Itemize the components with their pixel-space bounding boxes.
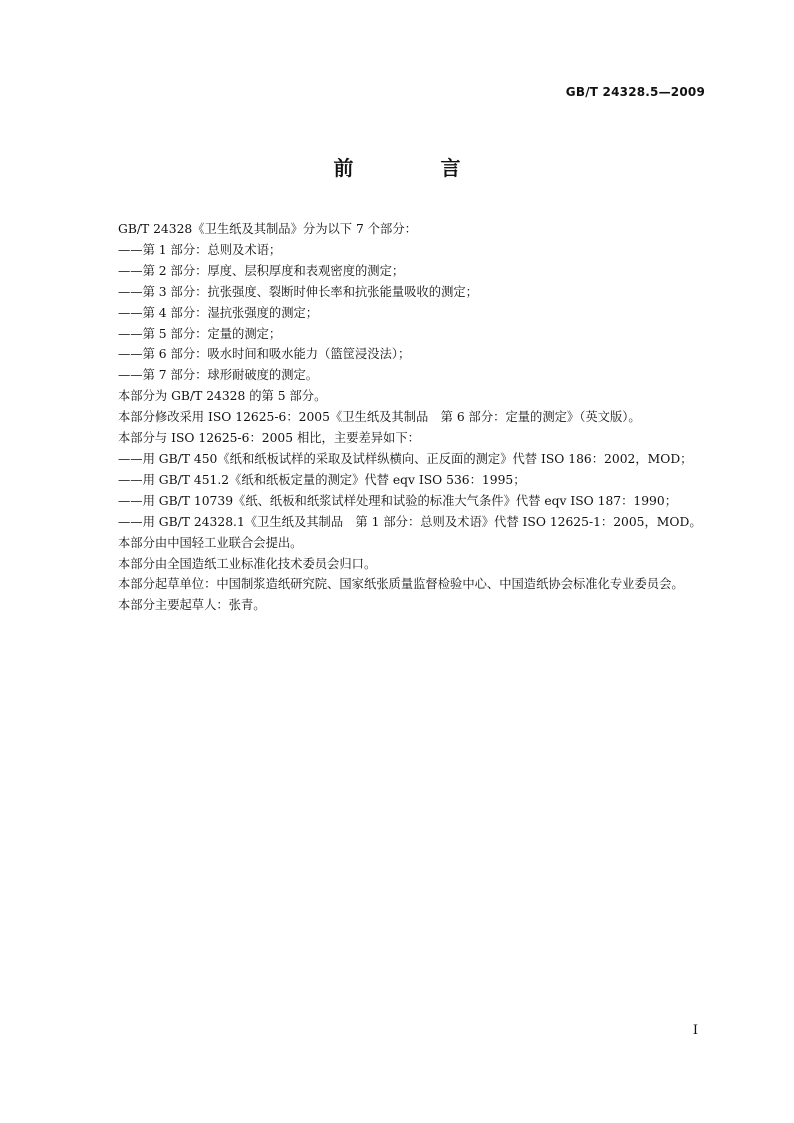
paragraph-modification: 本部分修改采用 ISO 12625-6：2005《卫生纸及其制品 第 6 部分：定量的测定》（英文版）。 <box>118 410 641 425</box>
list-item-part-7: ——第 7 部分：球形耐破度的测定。 <box>118 368 319 383</box>
list-item-part-1: ——第 1 部分：总则及术语； <box>118 242 282 257</box>
paragraph-administered-by: 本部分由全国造纸工业标准化技术委员会归口。 <box>118 556 377 571</box>
page-title: 前 言 <box>333 156 501 180</box>
paragraph-differences-intro: 本部分与 ISO 12625-6：2005 相比，主要差异如下： <box>118 431 420 446</box>
list-item-difference-1: ——用 GB/T 450《纸和纸板试样的采取及试样纵横向、正反面的测定》代替 ISO 186：2002，MOD； <box>118 451 693 466</box>
page-number: I <box>692 1023 698 1038</box>
foreword-body <box>90 219 706 616</box>
standard-number: GB/T 24328.5—2009 <box>565 85 705 99</box>
list-item-part-6: ——第 6 部分：吸水时间和吸水能力（篮筐浸没法）； <box>118 347 411 362</box>
paragraph-this-part: 本部分为 GB/T 24328 的第 5 部分。 <box>118 389 327 404</box>
list-item-part-5: ——第 5 部分：定量的测定； <box>118 326 282 341</box>
paragraph-drafting-organizations: 本部分起草单位：中国制浆造纸研究院、国家纸张质量监督检验中心、中国造纸协会标准化专业委员会。 <box>118 577 684 592</box>
paragraph-proposed-by: 本部分由中国轻工业联合会提出。 <box>118 535 303 550</box>
list-item-part-4: ——第 4 部分：湿抗张强度的测定； <box>118 305 319 320</box>
list-item-difference-2: ——用 GB/T 451.2《纸和纸板定量的测定》代替 eqv ISO 536：1995； <box>118 472 526 487</box>
list-item-part-2: ——第 2 部分：厚度、层积厚度和表观密度的测定； <box>118 263 405 278</box>
list-item-part-3: ——第 3 部分：抗张强度、裂断时伸长率和抗张能量吸收的测定； <box>118 284 478 299</box>
paragraph-parts-intro: GB/T 24328《卫生纸及其制品》分为以下 7 个部分： <box>118 222 417 236</box>
list-item-difference-4: ——用 GB/T 24328.1《卫生纸及其制品 第 1 部分：总则及术语》代替 ISO 12625-1：2005，MOD。 <box>118 514 702 529</box>
list-item-difference-3: ——用 GB/T 10739《纸、纸板和纸浆试样处理和试验的标准大气条件》代替 eqv ISO 187：1990； <box>118 493 677 508</box>
paragraph-drafter: 本部分主要起草人：张青。 <box>118 598 266 613</box>
